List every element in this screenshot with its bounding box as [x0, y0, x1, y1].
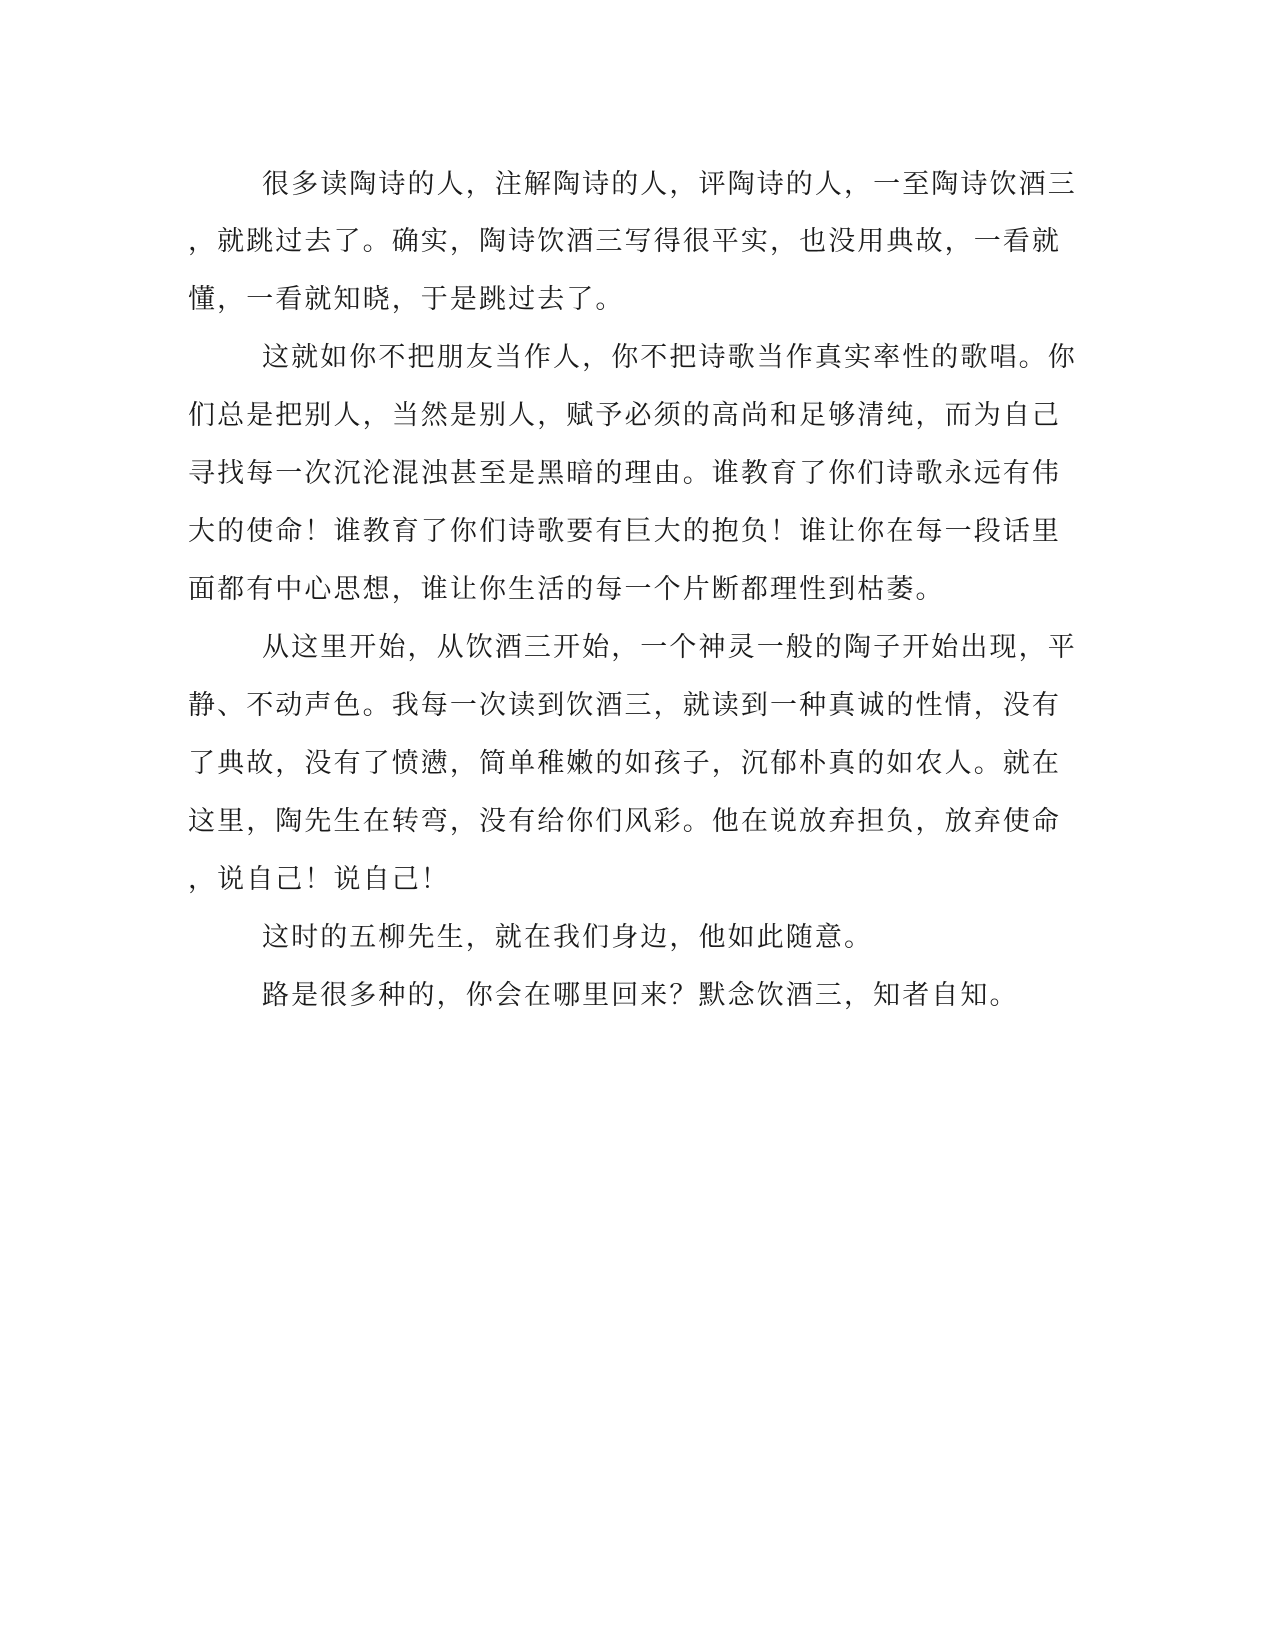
paragraph-3-line-1: 从这里开始，从饮酒三开始，一个神灵一般的陶子开始出现，平	[262, 632, 1077, 663]
paragraph-2-line-5: 面都有中心思想，谁让你生活的每一个片断都理性到枯萎。	[188, 574, 945, 605]
paragraph-1-line-1: 很多读陶诗的人，注解陶诗的人，评陶诗的人，一至陶诗饮酒三	[262, 169, 1077, 200]
paragraph-3-line-4: 这里，陶先生在转弯，没有给你们风彩。他在说放弃担负，放弃使命	[188, 806, 1061, 837]
paragraph-2-line-4: 大的使命！谁教育了你们诗歌要有巨大的抱负！谁让你在每一段话里	[188, 516, 1061, 547]
paragraph-3-line-2: 静、不动声色。我每一次读到饮酒三，就读到一种真诚的性情，没有	[188, 690, 1061, 721]
paragraph-1-line-3: 懂，一看就知晓，于是跳过去了。	[188, 284, 625, 315]
paragraph-2-line-1: 这就如你不把朋友当作人，你不把诗歌当作真实率性的歌唱。你	[262, 342, 1077, 373]
paragraph-3-line-3: 了典故，没有了愤懑，简单稚嫩的如孩子，沉郁朴真的如农人。就在	[188, 748, 1061, 779]
paragraph-1-line-2: ，就跳过去了。确实，陶诗饮酒三写得很平实，也没用典故，一看就	[188, 226, 1061, 257]
paragraph-2-line-3: 寻找每一次沉沦混浊甚至是黑暗的理由。谁教育了你们诗歌永远有伟	[188, 458, 1061, 489]
paragraph-5-line-1: 路是很多种的，你会在哪里回来？默念饮酒三，知者自知。	[262, 980, 1019, 1011]
paragraph-4-line-1: 这时的五柳先生，就在我们身边，他如此随意。	[262, 922, 874, 953]
paragraph-3-line-5: ，说自己！说自己！	[188, 864, 450, 895]
paragraph-2-line-2: 们总是把别人，当然是别人，赋予必须的高尚和足够清纯，而为自己	[188, 400, 1061, 431]
